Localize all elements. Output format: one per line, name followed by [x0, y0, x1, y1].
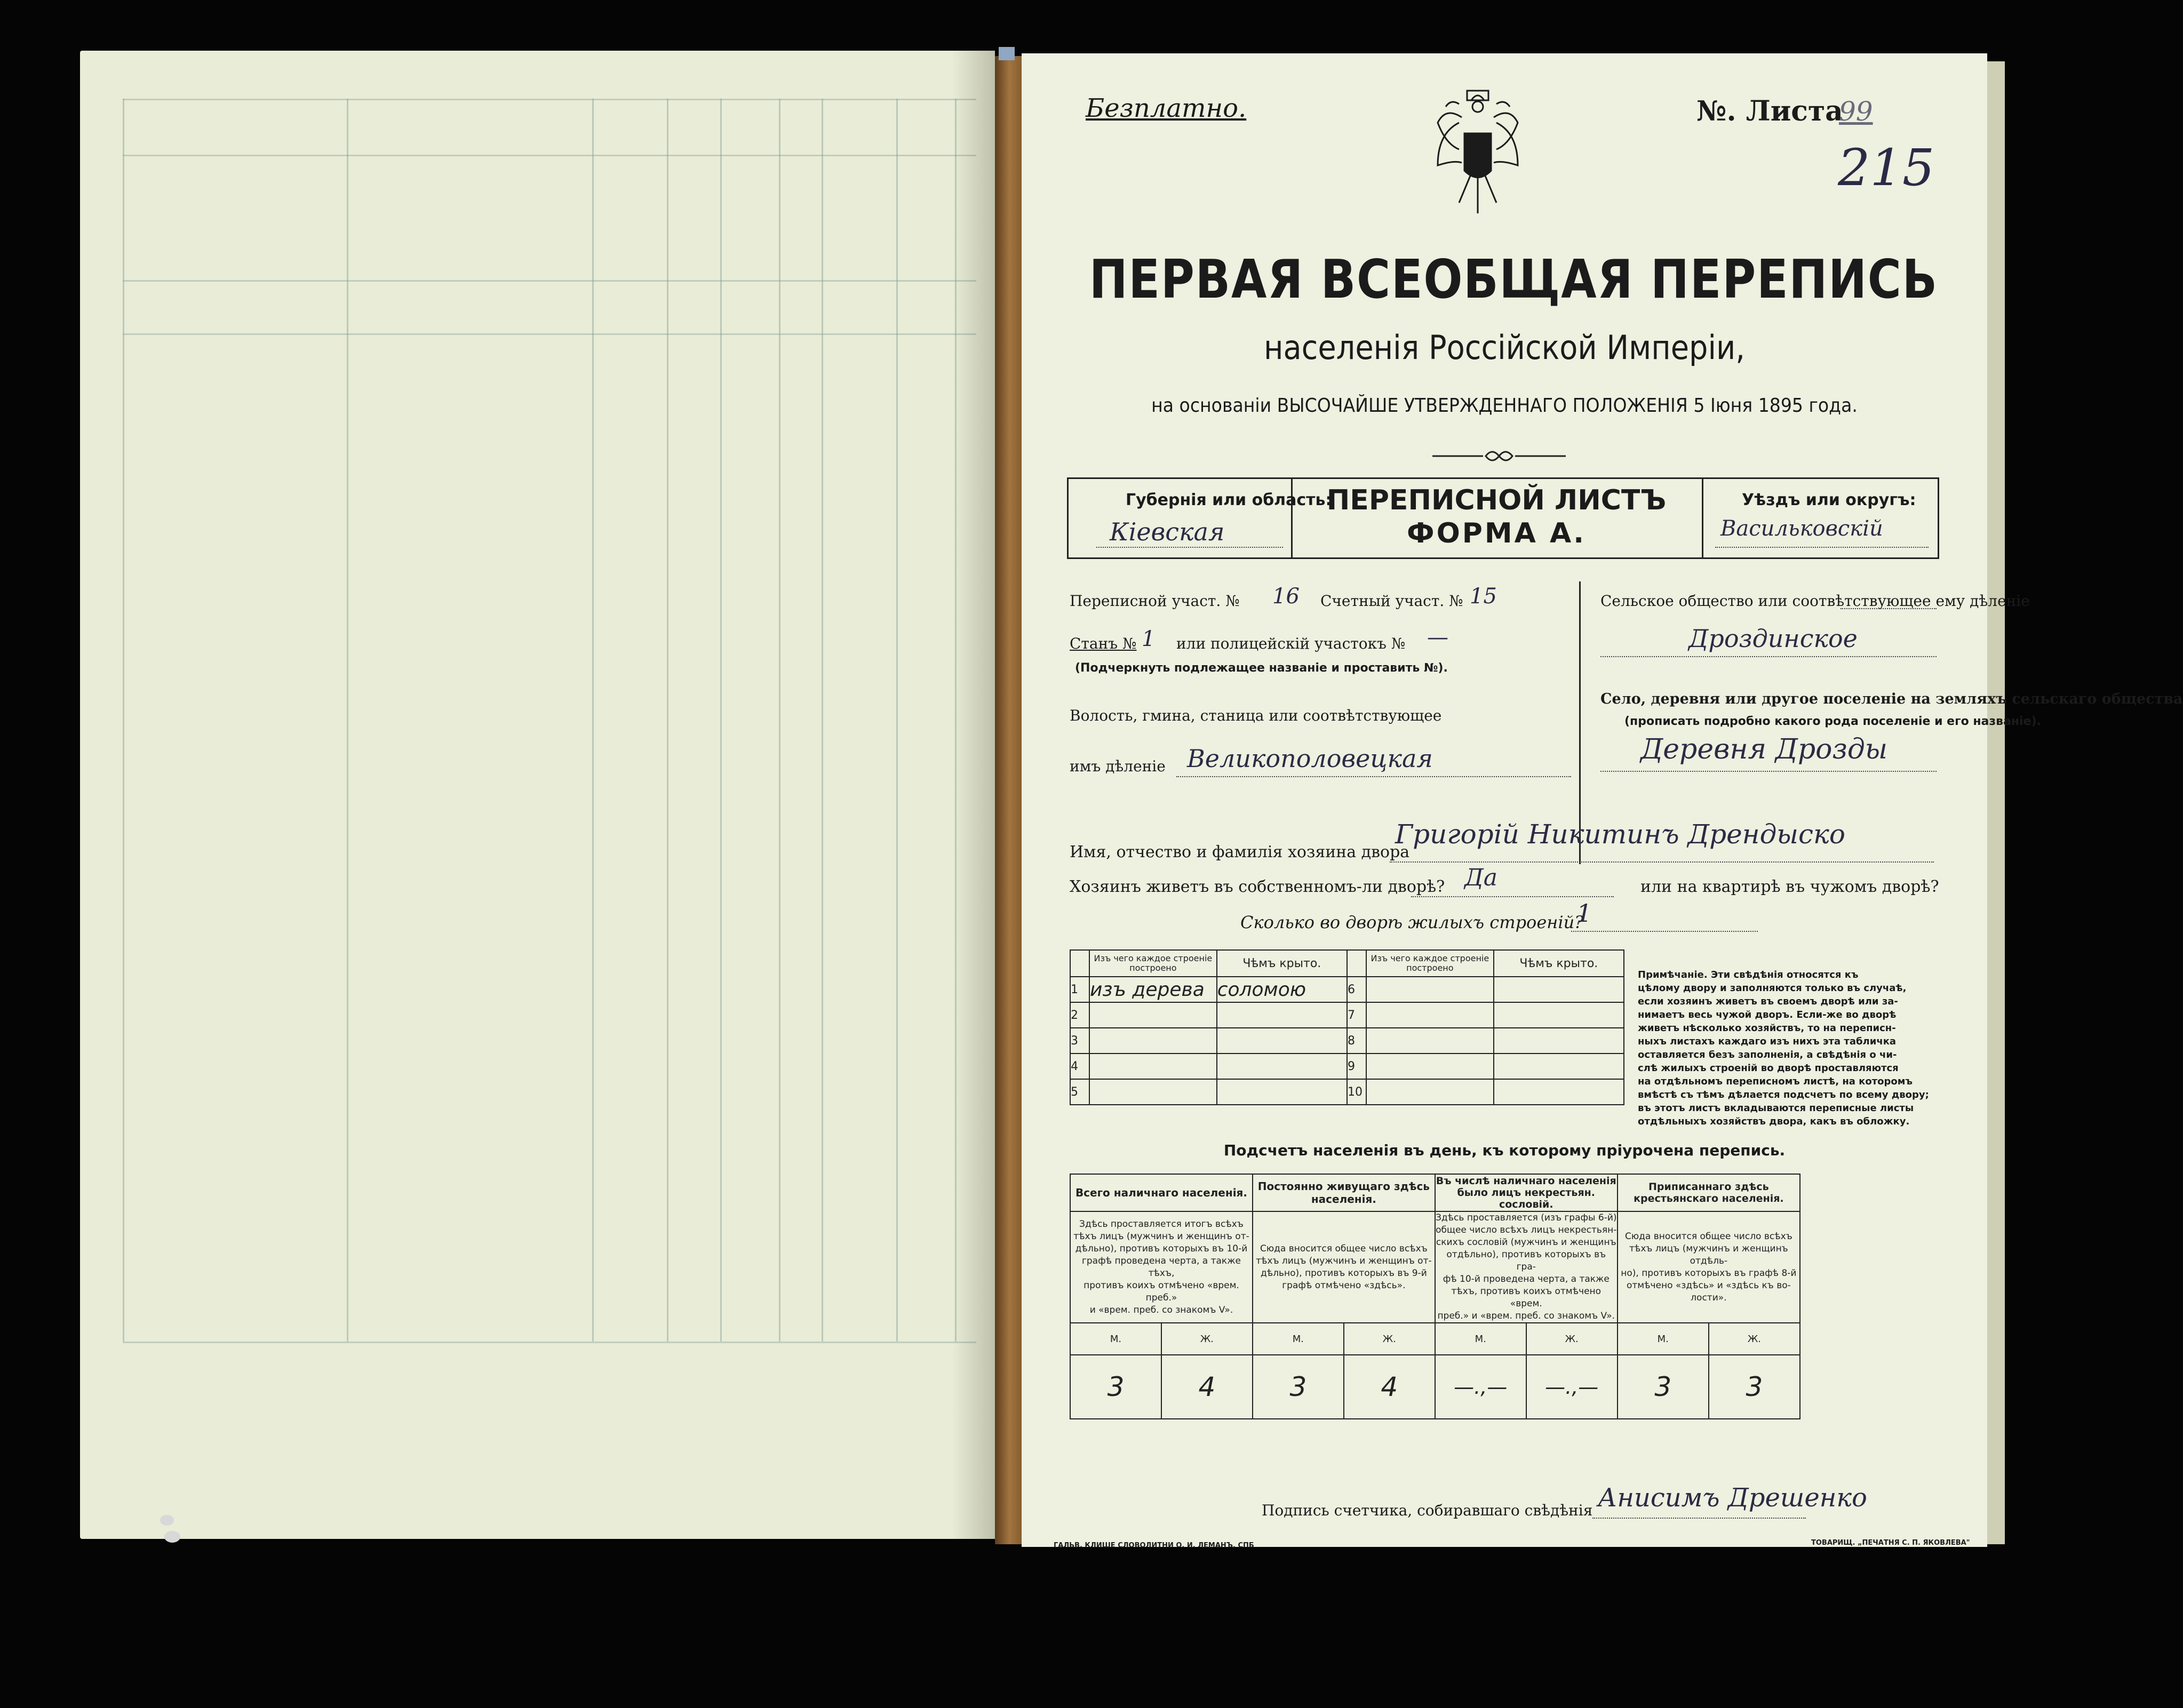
count-col-title: Въ числѣ наличнаго населенія было лицъ некрестьян. сословій.: [1436, 1175, 1616, 1210]
lives-other-label: или на квартирѣ въ чужомъ дворѣ?: [1640, 877, 1939, 896]
material-cell: [1366, 1002, 1494, 1028]
ornament-divider: [1432, 445, 1566, 467]
ghost-line: [822, 99, 823, 1342]
district-label: Уѣздъ или округъ:: [1742, 491, 1916, 509]
note-line: оставляется безъ заполненія, а свѣдѣнія о чи-: [1638, 1049, 1897, 1060]
row-number: 7: [1347, 1002, 1366, 1028]
province-dotted-line: [1096, 547, 1283, 548]
desc-line: тѣхъ лицъ (мужчинъ и женщинъ от-: [1256, 1255, 1432, 1266]
volost-value: Великополовецкая: [1187, 744, 1433, 773]
ghost-line: [955, 99, 957, 1342]
roof-cell: [1494, 977, 1624, 1002]
box-left-line: [1067, 477, 1069, 557]
count-title-row: [1070, 1174, 1800, 1211]
rural-society-label: Сельское общество или соотвѣтствующее ему дѣленіе: [1600, 592, 2030, 610]
desc-line: Здѣсь проставляется (изъ графы 6-й): [1435, 1212, 1617, 1223]
female-header: Ж.: [1344, 1323, 1435, 1355]
desc-line: Сюда вносится общее число всѣхъ: [1260, 1243, 1428, 1254]
census-section-value: 16: [1272, 584, 1300, 609]
title-main: ПЕРВАЯ ВСЕОБЩАЯ ПЕРЕПИСЬ: [1089, 248, 1938, 310]
male-header: М.: [1070, 1323, 1161, 1355]
roof-cell: [1494, 1028, 1624, 1053]
table-row: [1070, 977, 1624, 1002]
printer-mark-right: ТОВАРИЩ. „ПЕЧАТНЯ С. П. ЯКОВЛЕВА": [1811, 1539, 1970, 1547]
roof-cell: [1217, 1079, 1347, 1105]
roof-cell: соломою: [1217, 977, 1347, 1002]
lives-own-value: Да: [1464, 864, 1498, 891]
count-value-cell: 3: [1709, 1355, 1800, 1419]
lives-own-label: Хозяинъ живетъ въ собственномъ-ли дворѣ?: [1070, 877, 1445, 896]
row-number: 9: [1347, 1053, 1366, 1079]
ghost-line: [592, 99, 594, 1342]
ghost-line: [123, 99, 976, 100]
note-line: отдѣльныхъ хозяйствъ двора, какъ въ обложку.: [1638, 1116, 1910, 1127]
stan-value: 1: [1142, 627, 1156, 651]
desc-line: графѣ отмѣчено «здѣсь».: [1282, 1280, 1406, 1291]
rural-society-dotted-line-2: [1600, 656, 1937, 657]
signature-label: Подпись счетчика, собиравшаго свѣдѣнія: [1262, 1502, 1593, 1519]
material-cell: [1089, 1079, 1217, 1105]
count-value-cell: 3: [1618, 1355, 1709, 1419]
count-col-desc: [1253, 1211, 1435, 1323]
stan-label: Станъ №: [1070, 635, 1137, 652]
material-cell: [1366, 1079, 1494, 1105]
printer-mark-left: ГАЛЬВ. КЛИШЕ СЛОВОЛИТНИ О. И. ЛЕМАНЪ, СПБ: [1054, 1542, 1254, 1550]
roof-cell: [1217, 1053, 1347, 1079]
lives-own-dotted-line: [1411, 896, 1614, 897]
material-cell: [1089, 1053, 1217, 1079]
left-page-blank: [80, 51, 995, 1539]
desc-line: лости».: [1691, 1292, 1727, 1303]
note-line: вмѣстѣ съ тѣмъ дѣлается подсчетъ по всему двору;: [1638, 1089, 1929, 1100]
ghost-line: [896, 99, 898, 1342]
note-line: ныхъ листахъ каждаго изъ нихъ эта табличка: [1638, 1036, 1897, 1047]
rural-society-dotted-line: [1841, 608, 1937, 609]
buildings-dotted-line: [1571, 931, 1758, 932]
title-basis: на основаніи ВЫСОЧАЙШЕ УТВЕРЖДЕННАГО ПОЛОЖЕНІЯ 5 Іюня 1895 года.: [1151, 395, 1858, 417]
count-col-title: Постоянно живущаго здѣсь населенія.: [1253, 1174, 1435, 1211]
background-speck: [160, 1515, 174, 1526]
province-value: Кіевская: [1110, 517, 1225, 546]
col-roof-header-2: Чѣмъ крыто.: [1494, 950, 1624, 977]
note-line: слѣ жилыхъ строеній во дворѣ проставляются: [1638, 1063, 1899, 1074]
note-line: живетъ нѣсколько хозяйствъ, то на переписн-: [1638, 1023, 1896, 1034]
male-header: М.: [1618, 1323, 1709, 1355]
desc-line: тѣхъ лицъ (мужчинъ и женщинъ от-: [1073, 1231, 1249, 1242]
col-material-header-2: Изъ чего каждое строеніе построено: [1366, 950, 1494, 977]
male-header: М.: [1435, 1323, 1526, 1355]
buildings-label: Сколько во дворѣ жилыхъ строеній?: [1240, 912, 1584, 932]
handwritten-page-number: 215: [1838, 139, 1935, 197]
box-divider-right: [1702, 477, 1703, 557]
ghost-line: [667, 99, 668, 1342]
note-block: [1638, 968, 1929, 1128]
ghost-line: [123, 99, 124, 1342]
count-heading: Подсчетъ населенія въ день, къ которому пріурочена перепись.: [1223, 1142, 1786, 1159]
count-value-cell: 3: [1253, 1355, 1344, 1419]
underline-note: (Подчеркнуть подлежащее названіе и проставить №).: [1075, 661, 1448, 675]
volost-dotted-line: [1176, 776, 1571, 777]
table-row: [1070, 1002, 1624, 1028]
buildings-value: 1: [1576, 899, 1592, 928]
imperial-eagle-emblem: [1430, 85, 1526, 219]
count-desc-row: [1070, 1211, 1800, 1323]
roof-cell: [1494, 1002, 1624, 1028]
signature-value: Анисимъ Дрешенко: [1598, 1483, 1867, 1513]
note-line: въ этотъ листъ вкладываются переписные листы: [1638, 1103, 1914, 1114]
count-value-cell: —.,—: [1526, 1355, 1618, 1419]
desc-line: дѣльно), противъ которыхъ въ 9-й: [1260, 1267, 1427, 1279]
census-form-page: [1022, 53, 2183, 1550]
desc-line: преб.» и «врем. преб. со знакомъ V».: [1437, 1311, 1615, 1321]
desc-line: Сюда вносится общее число всѣхъ: [1624, 1231, 1792, 1242]
row-number: 1: [1070, 977, 1089, 1002]
col-material-header: Изъ чего каждое строеніе построено: [1089, 950, 1217, 977]
village-note: (прописать подробно какого рода поселеніе и его названіе).: [1624, 715, 2042, 728]
desc-line: противъ коихъ отмѣчено «врем. преб.»: [1083, 1280, 1239, 1303]
roof-cell: [1494, 1053, 1624, 1079]
count-col-title: Приписаннаго здѣсь крестьянскаго населенія.: [1618, 1174, 1800, 1211]
note-line: Примѣчаніе. Эти свѣдѣнія относятся къ: [1638, 969, 1859, 980]
desc-line: дѣльно), противъ которыхъ въ 10-й: [1075, 1243, 1248, 1254]
volost-label-1: Волость, гмина, станица или соотвѣтствующее: [1070, 707, 1442, 724]
sheet-number-label: №. Листа: [1696, 95, 1843, 127]
desc-line: Здѣсь проставляется итогъ всѣхъ: [1079, 1218, 1244, 1230]
female-header: Ж.: [1161, 1323, 1253, 1355]
note-line: если хозяинъ живетъ въ своемъ дворѣ или за-: [1638, 996, 1898, 1007]
count-value-cell: 4: [1344, 1355, 1435, 1419]
count-section-value: 15: [1470, 584, 1497, 609]
material-cell: изъ дерева: [1089, 977, 1217, 1002]
ghost-line: [347, 99, 348, 1342]
signature-dotted-line: [1592, 1518, 1806, 1519]
row-number: 10: [1347, 1079, 1366, 1105]
roof-cell: [1494, 1079, 1624, 1105]
material-cell: [1089, 1028, 1217, 1053]
material-cell: [1089, 1002, 1217, 1028]
ghost-line: [123, 155, 976, 156]
volost-label-2: имъ дѣленіе: [1070, 757, 1166, 775]
sheet-number-value: 99: [1839, 96, 1873, 127]
table-row: [1070, 1053, 1624, 1079]
male-header: М.: [1253, 1323, 1344, 1355]
population-count-table: [1070, 1174, 1800, 1419]
roof-cell: [1217, 1002, 1347, 1028]
count-sex-row: [1070, 1323, 1800, 1355]
village-label: Село, деревня или другое поселеніе на земляхъ сельскаго общества: [1600, 691, 2183, 707]
form-title: ПЕРЕПИСНОЙ ЛИСТЪ: [1326, 484, 1667, 516]
rural-society-value: Дроздинское: [1688, 624, 1858, 653]
table-row: [1070, 1079, 1624, 1105]
owner-label: Имя, отчество и фамилія хозяина двора: [1070, 843, 1410, 861]
background-speck: [164, 1531, 180, 1543]
district-value: Васильковскій: [1720, 516, 1883, 541]
material-cell: [1366, 1053, 1494, 1079]
ghost-line: [123, 1342, 976, 1343]
village-dotted-line: [1600, 771, 1937, 772]
row-number: 2: [1070, 1002, 1089, 1028]
count-value-cell: —.,—: [1435, 1355, 1526, 1419]
desc-line: графѣ проведена черта, а также тѣхъ,: [1081, 1255, 1241, 1279]
form-subtitle: ФОРМА А.: [1407, 517, 1586, 549]
district-dotted-line: [1715, 547, 1929, 548]
desc-line: отмѣчено «здѣсь» и «здѣсь къ во-: [1626, 1280, 1791, 1291]
desc-line: отдѣльно), противъ которыхъ въ гра-: [1446, 1249, 1606, 1272]
roof-cell: [1217, 1028, 1347, 1053]
ghost-line: [123, 333, 976, 335]
box-bottom-line: [1067, 557, 1939, 559]
count-col-desc: [1070, 1211, 1253, 1323]
box-top-line: [1067, 477, 1939, 479]
police-value: —: [1427, 625, 1448, 650]
female-header: Ж.: [1526, 1323, 1618, 1355]
count-value-cell: 4: [1161, 1355, 1253, 1419]
note-line: нимаетъ весь чужой дворъ. Если-же во дворѣ: [1638, 1009, 1897, 1020]
province-label: Губернія или область:: [1126, 491, 1332, 509]
free-label: Безплатно.: [1086, 93, 1247, 123]
spine-tape: [999, 47, 1015, 60]
count-col-desc: [1618, 1211, 1800, 1323]
material-cell: [1366, 1028, 1494, 1053]
ghost-line: [123, 280, 976, 282]
note-line: цѣлому двору и заполняются только въ случаѣ,: [1638, 983, 1907, 994]
count-section-label: Счетный участ. №: [1320, 592, 1463, 610]
row-number: 4: [1070, 1053, 1089, 1079]
desc-line: фѣ 10-й проведена черта, а также: [1443, 1274, 1610, 1284]
note-line: на отдѣльномъ переписномъ листѣ, на которомъ: [1638, 1076, 1913, 1087]
count-col-desc: [1435, 1211, 1618, 1323]
desc-line: тѣхъ, противъ коихъ отмѣчено «врем.: [1451, 1286, 1602, 1309]
row-number: 5: [1070, 1079, 1089, 1105]
ghost-line: [779, 99, 780, 1342]
count-col-title: Всего наличнаго населенія.: [1070, 1174, 1253, 1211]
material-cell: [1366, 977, 1494, 1002]
desc-line: тѣхъ лицъ (мужчинъ и женщинъ отдѣль-: [1629, 1243, 1788, 1266]
desc-line: скихъ сословій (мужчинъ и женщинъ: [1436, 1237, 1616, 1248]
police-label: или полицейскій участокъ №: [1176, 635, 1406, 652]
ghost-line: [720, 99, 722, 1342]
census-section-label: Переписной участ. №: [1070, 592, 1240, 610]
count-values-row: [1070, 1355, 1800, 1419]
desc-line: и «врем. преб. со знакомъ V».: [1089, 1304, 1233, 1315]
col-roof-header: Чѣмъ крыто.: [1217, 950, 1347, 977]
count-value-cell: 3: [1070, 1355, 1161, 1419]
row-number: 3: [1070, 1028, 1089, 1053]
village-value: Деревня Дрозды: [1640, 733, 1888, 765]
box-right-line: [1938, 477, 1939, 557]
desc-line: общее число всѣхъ лицъ некрестьян-: [1436, 1225, 1617, 1235]
desc-line: но), противъ которыхъ въ графѣ 8-й: [1621, 1267, 1797, 1279]
row-number: 8: [1347, 1028, 1366, 1053]
female-header: Ж.: [1709, 1323, 1800, 1355]
title-subtitle: населенія Россійской Имперіи,: [1264, 328, 1745, 367]
owner-dotted-line: [1390, 861, 1934, 863]
table-row: [1070, 1028, 1624, 1053]
owner-value: Григорій Никитинъ Дрендыско: [1395, 819, 1845, 850]
buildings-table: [1070, 949, 1624, 1105]
row-number: 6: [1347, 977, 1366, 1002]
